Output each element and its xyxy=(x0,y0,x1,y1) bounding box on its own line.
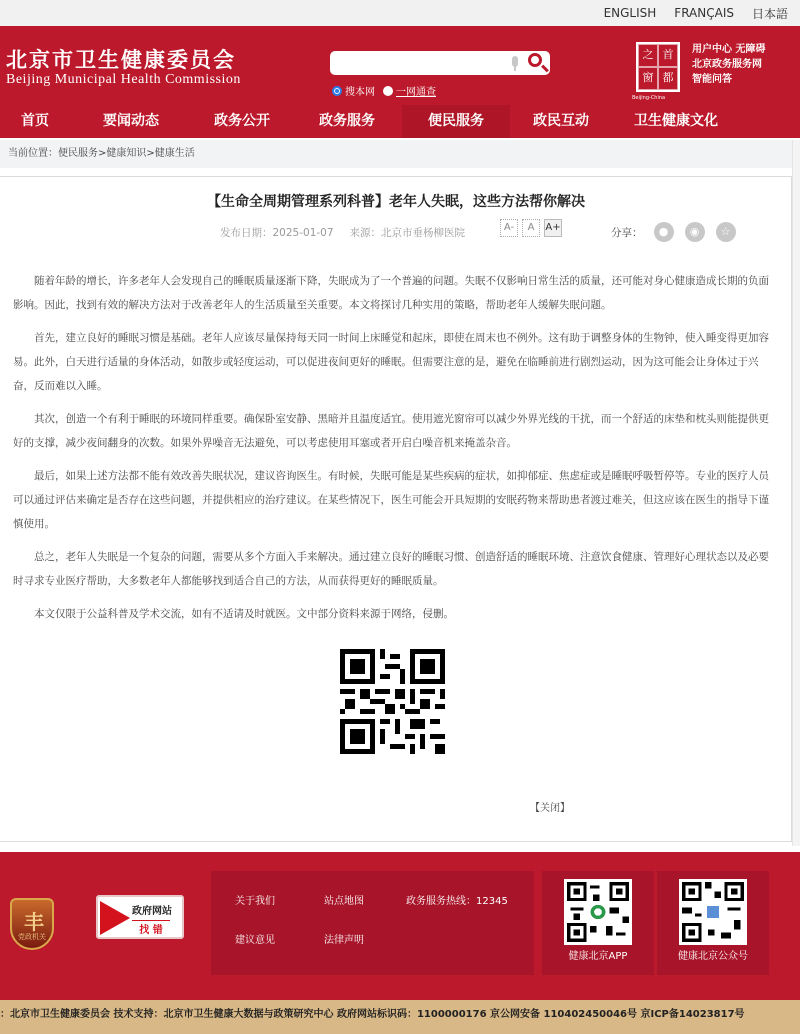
site-logo-en[interactable]: Beijing Municipal Health Commission xyxy=(6,72,241,87)
search-scope xyxy=(332,83,436,98)
badge-emblem-icon: 丰 xyxy=(24,910,44,934)
language-bar xyxy=(0,0,800,26)
suggestion-link[interactable]: 建议意见 xyxy=(235,935,275,946)
legal-link[interactable]: 法律声明 xyxy=(324,935,364,946)
footer-links xyxy=(211,871,534,975)
font-normal-button[interactable]: A xyxy=(522,219,540,237)
nav-news[interactable]: 要闻动态 xyxy=(103,113,159,129)
app-qr-block xyxy=(542,871,654,975)
breadcrumb[interactable]: 当前位置：便民服务>健康知识>健康生活 xyxy=(0,140,792,168)
radio-this-site[interactable] xyxy=(332,86,342,96)
party-gov-badge[interactable] xyxy=(10,898,54,950)
site-logo-cn[interactable]: 北京市卫生健康委员会 xyxy=(6,48,236,72)
nav-gov-open[interactable]: 政务公开 xyxy=(214,113,270,129)
publish-date: 发布日期：2025-01-07 xyxy=(220,227,334,239)
font-larger-button[interactable]: A+ xyxy=(544,219,562,237)
site-header xyxy=(0,26,800,138)
microphone-icon[interactable] xyxy=(512,56,518,67)
paragraph: 本文仅限于公益科普及学术交流，如有不适请及时就医。文中部分资料来源于网络，侵删。 xyxy=(34,608,454,620)
hotline-text: 政务服务热线：12345 xyxy=(406,896,508,907)
wechat-icon[interactable]: ● xyxy=(654,222,674,242)
scrollbar[interactable] xyxy=(792,140,800,846)
close-link[interactable]: 【关闭】 xyxy=(530,803,570,814)
badge-label: 党政机关 xyxy=(18,933,46,941)
lang-french-link[interactable]: FRANÇAIS xyxy=(674,6,734,20)
article-meta xyxy=(220,225,465,240)
smart-qa-link[interactable]: 智能问答 xyxy=(692,74,732,85)
wechat-qr-block xyxy=(657,871,769,975)
article-body xyxy=(13,269,779,635)
logo-char: 之 xyxy=(638,44,658,67)
paragraph: 随着年龄的增长，许多老年人会发现自己的睡眠质量逐渐下降，失眠成为了一个普遍的问题。失眠不仅影响日常生活的质量，还可能对身心健康造成长期的负面影响。因此，找到有效的解决方法对于改善老年人的生活质量至关重要。本文将探讨几种实用的策略，帮助老年人缓解失眠问题。 xyxy=(13,275,769,311)
favorite-icon[interactable]: ☆ xyxy=(716,222,736,242)
paragraph: 最后，如果上述方法都不能有效改善失眠状况，建议咨询医生。有时候，失眠可能是某些疾病的症状，如抑郁症、焦虑症或是睡眠呼吸暂停等。专业的医疗人员可以通过评估来确定是否存在这些问题，并提供相应的治疗建议。在某些情况下，医生可能会开具短期的安眠药物来帮助患者渡过难关，但这应该在医生的指导下谨慎使用。 xyxy=(13,470,769,530)
wechat-qr-caption: 健康北京公众号 xyxy=(678,951,748,962)
logo-char: 都 xyxy=(658,67,678,90)
paragraph: 首先，建立良好的睡眠习惯是基础。老年人应该尽量保持每天同一时间上床睡觉和起床，即使在周末也不例外。这有助于调整身体的生物钟，使入睡变得更加容易。此外，白天进行适量的身体活动，如散步或轻度运动，可以促进夜间更好的睡眠。但需要注意的是，避免在临睡前进行剧烈运动，因为这可能会让身体过于兴奋，反而难以入睡。 xyxy=(13,332,769,392)
sitemap-link[interactable]: 站点地图 xyxy=(324,896,364,907)
lang-japanese-link[interactable]: 日本語 xyxy=(751,6,788,21)
weibo-icon[interactable]: ◉ xyxy=(685,222,705,242)
main-nav xyxy=(0,105,800,138)
accessibility-link[interactable]: 无障碍 xyxy=(735,44,766,55)
share-label: 分享： xyxy=(611,226,643,239)
logo-char: 窗 xyxy=(638,67,658,90)
about-us-link[interactable]: 关于我们 xyxy=(235,896,275,907)
findbug-magnifier-icon xyxy=(100,901,130,935)
radio-all-web-label[interactable]: 一网通查 xyxy=(396,87,436,98)
paragraph: 其次，创造一个有利于睡眠的环境同样重要。确保卧室安静、黑暗并且温度适宜。使用遮光窗帘可以减少外界光线的干扰，而一个舒适的床垫和枕头则能提供更好的支撑，减少夜间翻身的次数。如果外界噪音无法避免，可以考虑使用耳塞或者开启白噪音机来掩盖杂音。 xyxy=(13,413,769,449)
share-bar xyxy=(611,222,736,242)
capital-window-en: Beijing-China xyxy=(632,95,666,101)
article-source: 来源：北京市垂杨柳医院 xyxy=(349,227,466,239)
lang-english-link[interactable]: ENGLISH xyxy=(603,6,657,20)
font-size-controls xyxy=(500,219,566,237)
article-title: 【生命全周期管理系列科普】老年人失眠，这些方法帮你解决 xyxy=(207,194,585,210)
app-qr-caption: 健康北京APP xyxy=(568,951,628,962)
radio-all-web[interactable] xyxy=(383,86,393,96)
copyright-bar: ：北京市卫生健康委员会 技术支持：北京市卫生健康大数据与政策研究中心 政府网站标识码：1100000176 京公网安备 110402450046号 京ICP备14023817号 xyxy=(0,1000,800,1034)
user-center-link[interactable]: 用户中心 xyxy=(692,44,732,55)
beijing-gov-service-link[interactable]: 北京政务服务网 xyxy=(692,59,762,70)
font-smaller-button[interactable]: A- xyxy=(500,219,518,237)
gov-site-findbug-button[interactable] xyxy=(96,895,184,939)
logo-char: 首 xyxy=(658,44,678,67)
findbug-label-1: 政府网站 xyxy=(132,906,172,917)
nav-gov-service[interactable]: 政务服务 xyxy=(319,113,375,129)
article-panel xyxy=(0,176,792,842)
search-icon[interactable] xyxy=(528,53,542,67)
article-qr-code xyxy=(340,649,445,754)
radio-this-site-label[interactable]: 搜本网 xyxy=(345,87,375,98)
nav-public-service[interactable]: 便民服务 xyxy=(402,105,510,138)
search-input[interactable] xyxy=(330,51,550,75)
capital-window-logo[interactable] xyxy=(636,42,680,92)
nav-interaction[interactable]: 政民互动 xyxy=(533,113,589,129)
nav-home[interactable]: 首页 xyxy=(21,113,49,129)
paragraph: 总之，老年人失眠是一个复杂的问题，需要从多个方面入手来解决。通过建立良好的睡眠习惯、创造舒适的睡眠环境、注意饮食健康、管理好心理状态以及必要时寻求专业医疗帮助，大多数老年人都能够找到适合自己的方法，从而获得更好的睡眠质量。 xyxy=(13,551,769,587)
app-qr-code xyxy=(564,879,632,945)
site-footer xyxy=(0,852,800,1000)
nav-health-culture[interactable]: 卫生健康文化 xyxy=(634,113,718,129)
findbug-label-2: 找 错 xyxy=(132,920,170,936)
wechat-qr-code xyxy=(679,879,747,945)
header-side-links xyxy=(692,42,765,87)
